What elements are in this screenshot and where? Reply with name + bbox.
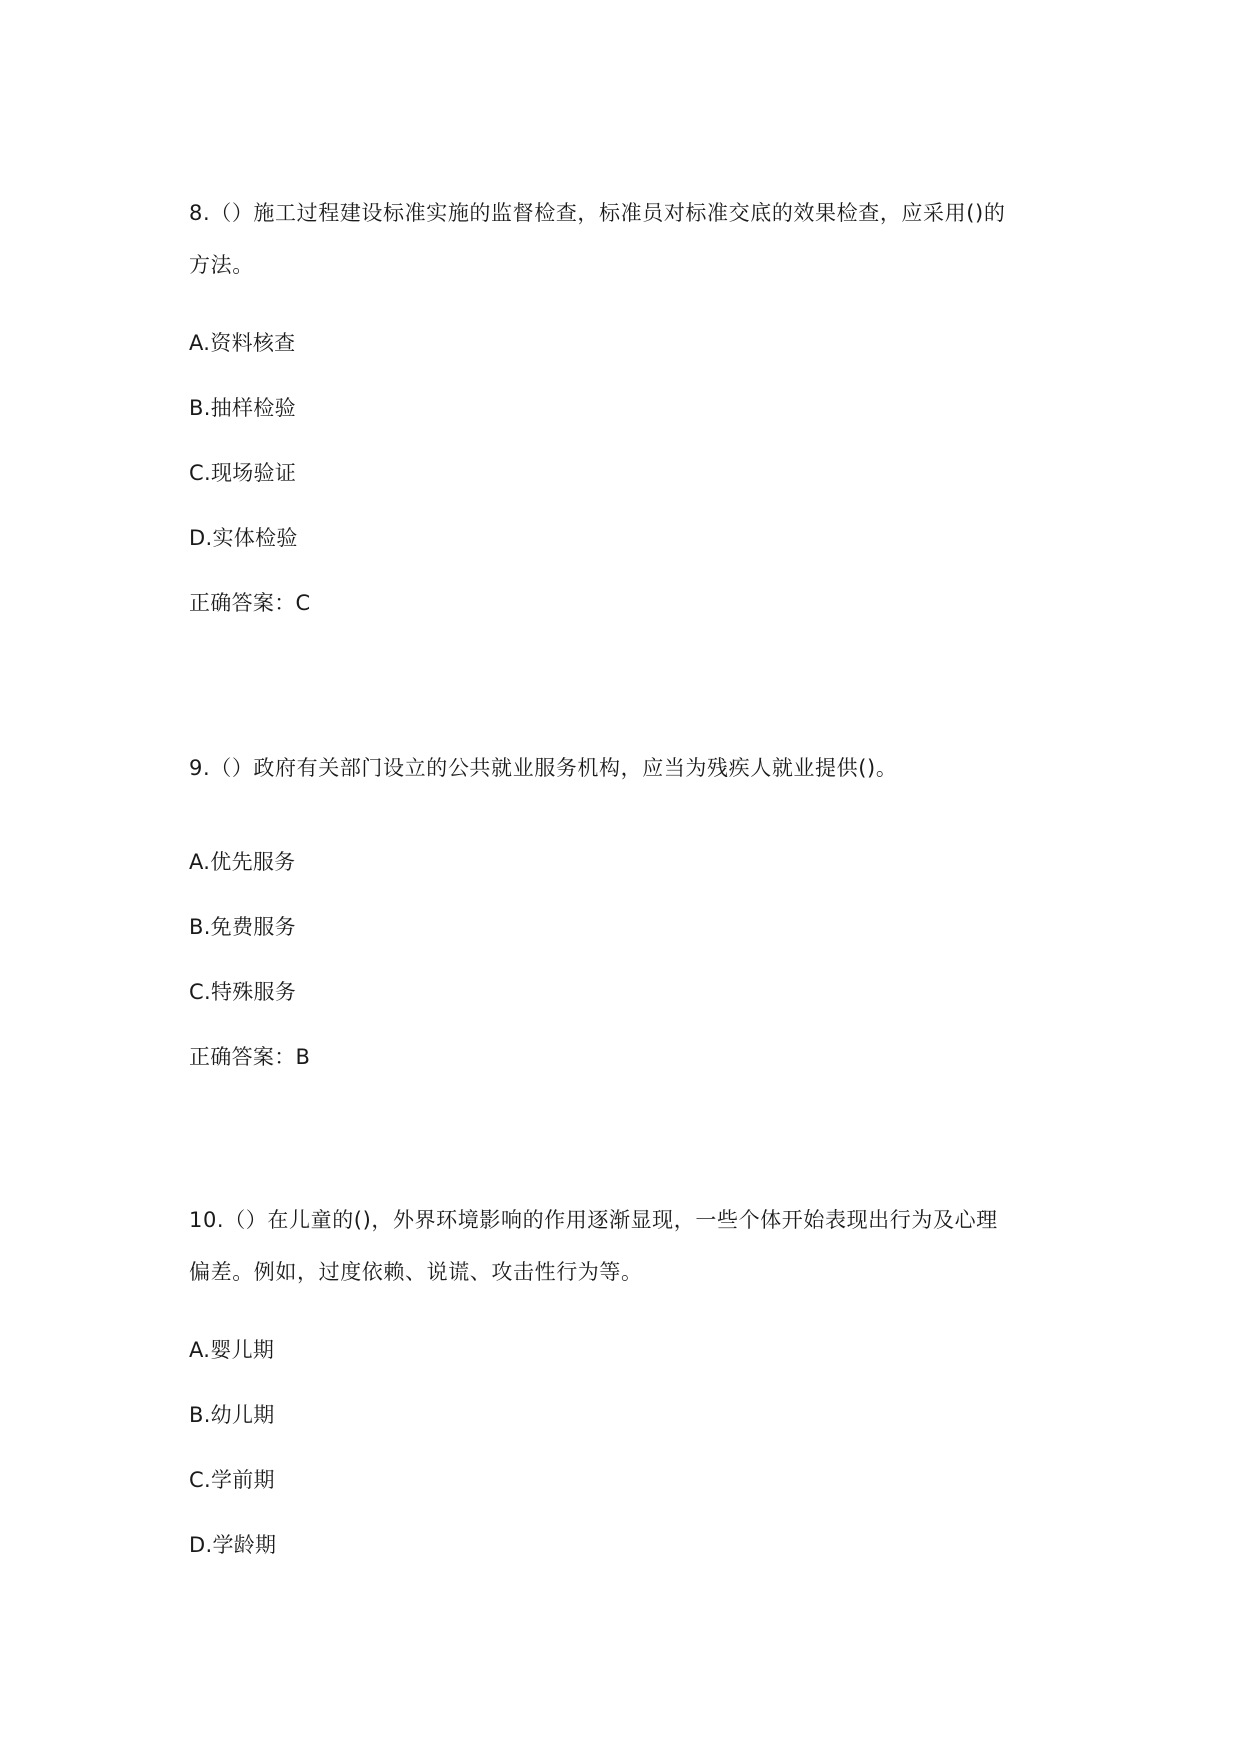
question-stem-line: 9.（）政府有关部门设立的公共就业服务机构，应当为残疾人就业提供()。: [189, 756, 898, 780]
option-a: A.优先服务: [189, 850, 296, 874]
option-b: B.免费服务: [189, 915, 296, 939]
option-c: C.学前期: [189, 1468, 275, 1492]
option-d: D.学龄期: [189, 1533, 277, 1557]
option-a: A.婴儿期: [189, 1338, 275, 1362]
option-c: C.现场验证: [189, 461, 297, 485]
answer-line: 正确答案：B: [189, 1045, 311, 1069]
question-stem-line: 8.（）施工过程建设标准实施的监督检查，标准员对标准交底的效果检查，应采用()的: [189, 201, 1006, 225]
option-c: C.特殊服务: [189, 980, 297, 1004]
answer-line: 正确答案：C: [189, 591, 311, 615]
option-b: B.抽样检验: [189, 396, 296, 420]
question-stem-line: 偏差。例如，过度依赖、说谎、攻击性行为等。: [189, 1260, 643, 1284]
option-a: A.资料核查: [189, 331, 296, 355]
question-stem-line: 方法。: [189, 253, 254, 277]
question-stem-line: 10.（）在儿童的()，外界环境影响的作用逐渐显现，一些个体开始表现出行为及心理: [189, 1208, 998, 1232]
option-b: B.幼儿期: [189, 1403, 275, 1427]
option-d: D.实体检验: [189, 526, 298, 550]
